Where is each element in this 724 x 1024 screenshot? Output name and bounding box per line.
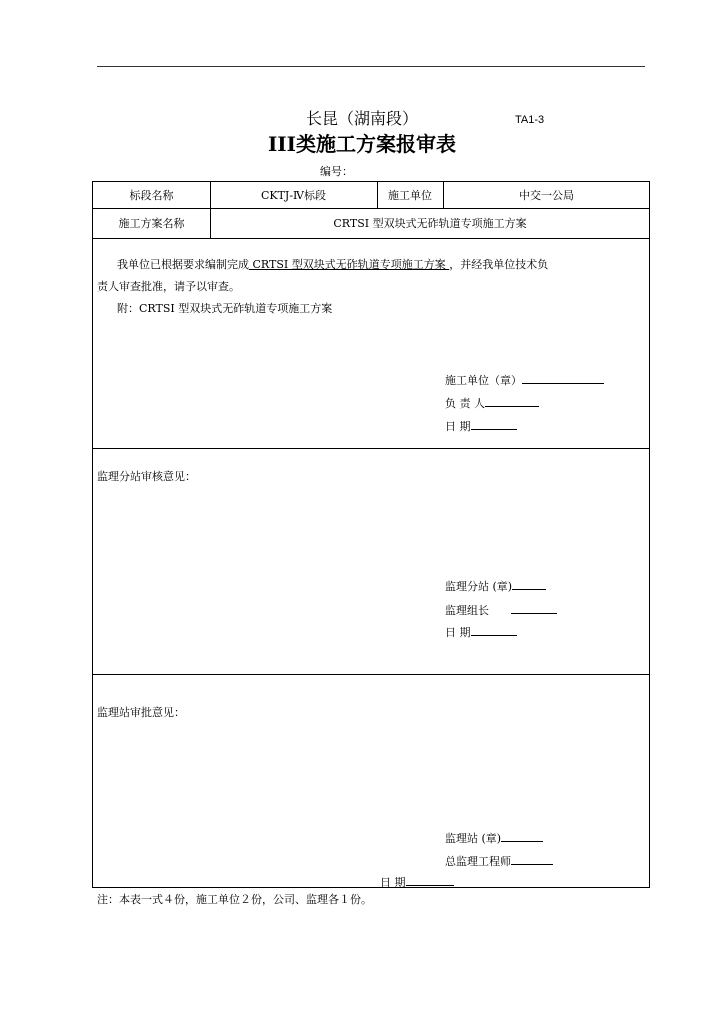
row-divider <box>93 674 649 675</box>
signature-line[interactable] <box>522 373 604 384</box>
signature-line[interactable] <box>511 603 557 614</box>
approval-form-table <box>92 181 650 888</box>
footer-note: 注：本表一式４份，施工单位２份，公司、监理各１份。 <box>97 893 372 906</box>
responsible-person-label: 负 责 人 <box>445 397 485 410</box>
date-line[interactable] <box>471 419 517 430</box>
station-date-field <box>380 874 454 890</box>
plan-name-value: CRTSⅠ 型双块式无砟轨道专项施工方案 <box>333 217 527 230</box>
contractor-value: 中交一公局 <box>519 189 574 202</box>
row-divider <box>93 238 649 239</box>
submission-date-label: 日 期 <box>445 420 471 433</box>
station-review-heading: 监理站审批意见： <box>97 706 185 719</box>
submission-plan-name: CRTSⅠ 型双块式无砟轨道专项施工方案 <box>249 258 450 271</box>
date-line[interactable] <box>406 875 454 886</box>
contractor-seal-field <box>445 372 604 388</box>
submission-date-field <box>445 418 517 434</box>
form-title: III类施工方案报审表 <box>267 132 457 156</box>
station-seal-field <box>445 830 543 846</box>
date-line[interactable] <box>471 625 517 636</box>
attachment-note: 附：CRTSⅠ 型双块式无砟轨道专项施工方案 <box>117 302 333 315</box>
group-leader-field <box>445 602 557 618</box>
signature-line[interactable] <box>501 831 543 842</box>
submission-prefix: 我单位已根据要求编制完成 <box>117 258 249 271</box>
row-divider <box>93 448 649 449</box>
form-code: TA1-3 <box>515 114 545 126</box>
chief-engineer-label: 总监理工程师 <box>445 855 511 868</box>
responsible-person-field <box>445 395 539 411</box>
top-rule <box>97 66 645 67</box>
branch-review-heading: 监理分站审核意见： <box>97 470 196 483</box>
station-seal-label: 监理站 (章) <box>445 832 502 845</box>
contractor-seal-label: 施工单位（章） <box>445 374 522 387</box>
station-date-label: 日 期 <box>380 876 406 889</box>
section-name-value: CKTJ-Ⅳ标段 <box>260 189 327 202</box>
submission-statement <box>117 256 548 272</box>
branch-seal-field <box>445 578 546 594</box>
contractor-label: 施工单位 <box>388 189 432 202</box>
group-leader-label: 监理组长 <box>445 604 489 617</box>
branch-date-label: 日 期 <box>445 626 471 639</box>
signature-line[interactable] <box>485 396 539 407</box>
project-title: 长昆（湖南段） <box>305 109 418 128</box>
submission-suffix: ，并经我单位技术负 <box>449 258 549 271</box>
signature-line[interactable] <box>512 579 546 590</box>
plan-name-label: 施工方案名称 <box>118 217 185 230</box>
branch-date-field <box>445 624 517 640</box>
signature-line[interactable] <box>511 854 553 865</box>
submission-statement-line2: 责人审查批准，请予以审查。 <box>97 280 240 293</box>
branch-seal-label: 监理分站 (章) <box>445 580 513 593</box>
section-name-label: 标段名称 <box>129 189 174 202</box>
serial-number-label: 编号： <box>320 165 353 178</box>
chief-engineer-field <box>445 853 553 869</box>
